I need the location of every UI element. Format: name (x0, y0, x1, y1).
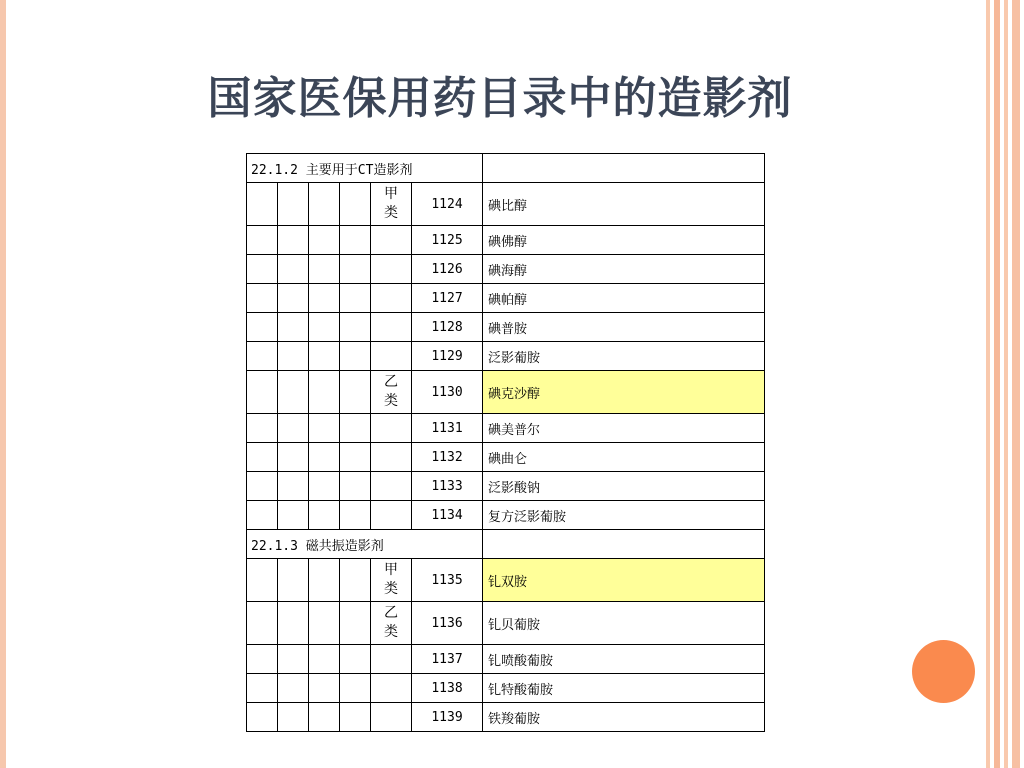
empty-cell (278, 645, 309, 674)
empty-cell (309, 674, 340, 703)
empty-cell (483, 154, 765, 183)
section-heading: 22.1.3 磁共振造影剂 (247, 530, 483, 559)
empty-cell (278, 472, 309, 501)
class-cell (371, 443, 412, 472)
code-cell: 1130 (412, 371, 483, 414)
code-cell: 1134 (412, 501, 483, 530)
drug-name-cell: 碘海醇 (483, 255, 765, 284)
contrast-agent-table (246, 153, 765, 732)
class-cell (371, 414, 412, 443)
code-cell: 1132 (412, 443, 483, 472)
section-heading-row (247, 154, 765, 183)
empty-cell (340, 501, 371, 530)
empty-cell (340, 645, 371, 674)
empty-cell (247, 703, 278, 732)
section-heading: 22.1.2 主要用于CT造影剂 (247, 154, 483, 183)
table-row (247, 472, 765, 501)
class-cell (371, 501, 412, 530)
empty-cell (309, 414, 340, 443)
code-cell: 1125 (412, 226, 483, 255)
empty-cell (309, 226, 340, 255)
section-heading-row (247, 530, 765, 559)
code-cell: 1126 (412, 255, 483, 284)
class-cell: 甲 类 (371, 183, 412, 226)
empty-cell (309, 342, 340, 371)
empty-cell (340, 559, 371, 602)
class-cell (371, 284, 412, 313)
empty-cell (278, 313, 309, 342)
empty-cell (309, 703, 340, 732)
table-row (247, 183, 765, 226)
drug-name-cell: 碘美普尔 (483, 414, 765, 443)
empty-cell (309, 255, 340, 284)
class-cell (371, 342, 412, 371)
empty-cell (247, 443, 278, 472)
empty-cell (340, 674, 371, 703)
table-row (247, 371, 765, 414)
class-cell (371, 226, 412, 255)
empty-cell (247, 472, 278, 501)
empty-cell (340, 703, 371, 732)
class-cell: 乙 类 (371, 371, 412, 414)
empty-cell (309, 501, 340, 530)
table-row (247, 602, 765, 645)
empty-cell (247, 313, 278, 342)
empty-cell (309, 183, 340, 226)
code-cell: 1139 (412, 703, 483, 732)
empty-cell (309, 472, 340, 501)
drug-name-cell: 钆特酸葡胺 (483, 674, 765, 703)
drug-name-cell: 泛影酸钠 (483, 472, 765, 501)
empty-cell (278, 501, 309, 530)
empty-cell (309, 313, 340, 342)
empty-cell (247, 602, 278, 645)
code-cell: 1135 (412, 559, 483, 602)
table-row (247, 674, 765, 703)
table-row (247, 559, 765, 602)
empty-cell (309, 559, 340, 602)
empty-cell (309, 443, 340, 472)
empty-cell (247, 342, 278, 371)
decor-circle (912, 640, 975, 703)
empty-cell (340, 602, 371, 645)
drug-name-cell: 碘曲仑 (483, 443, 765, 472)
table-row (247, 501, 765, 530)
empty-cell (483, 530, 765, 559)
empty-cell (247, 414, 278, 443)
class-cell (371, 703, 412, 732)
table-row (247, 703, 765, 732)
drug-name-cell: 泛影葡胺 (483, 342, 765, 371)
empty-cell (278, 559, 309, 602)
code-cell: 1127 (412, 284, 483, 313)
drug-name-cell: 碘帕醇 (483, 284, 765, 313)
empty-cell (247, 284, 278, 313)
class-cell (371, 645, 412, 674)
class-cell (371, 472, 412, 501)
table-row (247, 255, 765, 284)
code-cell: 1131 (412, 414, 483, 443)
empty-cell (340, 414, 371, 443)
class-cell (371, 313, 412, 342)
empty-cell (340, 371, 371, 414)
empty-cell (340, 313, 371, 342)
table-row (247, 313, 765, 342)
class-cell (371, 674, 412, 703)
empty-cell (278, 443, 309, 472)
drug-name-cell: 钆双胺 (483, 559, 765, 602)
empty-cell (309, 602, 340, 645)
empty-cell (278, 414, 309, 443)
empty-cell (247, 371, 278, 414)
table-row (247, 226, 765, 255)
empty-cell (278, 226, 309, 255)
empty-cell (340, 472, 371, 501)
empty-cell (247, 501, 278, 530)
empty-cell (278, 255, 309, 284)
class-cell: 甲 类 (371, 559, 412, 602)
empty-cell (278, 674, 309, 703)
empty-cell (309, 645, 340, 674)
empty-cell (278, 342, 309, 371)
drug-name-cell: 碘比醇 (483, 183, 765, 226)
empty-cell (278, 284, 309, 313)
empty-cell (247, 674, 278, 703)
empty-cell (278, 602, 309, 645)
drug-name-cell: 钆贝葡胺 (483, 602, 765, 645)
drug-name-cell: 碘佛醇 (483, 226, 765, 255)
empty-cell (278, 183, 309, 226)
empty-cell (340, 226, 371, 255)
code-cell: 1133 (412, 472, 483, 501)
empty-cell (340, 284, 371, 313)
drug-name-cell: 碘克沙醇 (483, 371, 765, 414)
code-cell: 1137 (412, 645, 483, 674)
empty-cell (309, 371, 340, 414)
class-cell: 乙 类 (371, 602, 412, 645)
empty-cell (309, 284, 340, 313)
drug-name-cell: 钆喷酸葡胺 (483, 645, 765, 674)
table-row (247, 443, 765, 472)
empty-cell (247, 255, 278, 284)
class-cell (371, 255, 412, 284)
empty-cell (278, 371, 309, 414)
empty-cell (247, 183, 278, 226)
code-cell: 1138 (412, 674, 483, 703)
code-cell: 1124 (412, 183, 483, 226)
empty-cell (247, 559, 278, 602)
drug-name-cell: 复方泛影葡胺 (483, 501, 765, 530)
slide-title: 国家医保用药目录中的造影剂 (207, 73, 793, 124)
table-row (247, 284, 765, 313)
empty-cell (340, 183, 371, 226)
decor-stripe (1004, 0, 1008, 768)
empty-cell (247, 645, 278, 674)
empty-cell (340, 443, 371, 472)
decor-stripe (1012, 0, 1020, 768)
drug-name-cell: 碘普胺 (483, 313, 765, 342)
code-cell: 1136 (412, 602, 483, 645)
empty-cell (247, 226, 278, 255)
code-cell: 1128 (412, 313, 483, 342)
code-cell: 1129 (412, 342, 483, 371)
drug-name-cell: 铁羧葡胺 (483, 703, 765, 732)
table-row (247, 414, 765, 443)
table-row (247, 645, 765, 674)
empty-cell (340, 342, 371, 371)
empty-cell (278, 703, 309, 732)
empty-cell (340, 255, 371, 284)
table-row (247, 342, 765, 371)
